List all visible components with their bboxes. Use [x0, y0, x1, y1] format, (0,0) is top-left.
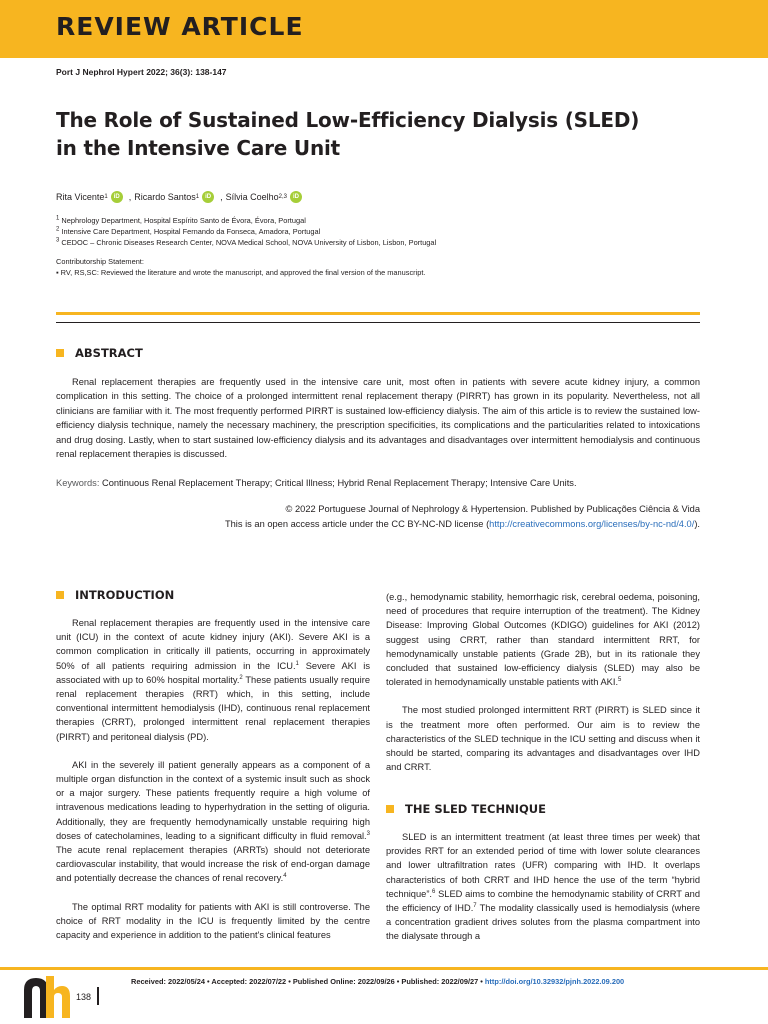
paragraph: Renal replacement therapies are frequently used in the intensive care unit (ICU) in the context of acute kidney injury (AKI). Severe AKI is a common complication in critically ill patients, occurring in approximately 50% of all patients requiring admission in the ICU.$^1$ Severe AKI is associated with up to 60% hospital mortality.$^2$ These patients usually require renal replacement therapies (RRT) which, in this setting, include conventional intermittent hemodialysis (IHD), continuous renal replacement therapies (CRRT), prolonged intermittent renal replacement therapies (PIRRT) and peritoneal dialysis (PD).	[56, 618, 370, 742]
contributorship-title: Contributorship Statement:	[56, 257, 144, 266]
paragraph: The optimal RRT modality for patients with AKI is still controverse. The choice of RRT modality in the ICU is frequently limited by the centre capacity and experience in addition to the patient's clinical features	[56, 901, 370, 941]
author-name: Rita Vicente	[56, 192, 105, 202]
copyright-notice	[60, 502, 700, 531]
journal-citation: Port J Nephrol Hypert 2022; 36(3): 138-147	[56, 67, 227, 77]
right-column-bottom	[386, 830, 700, 958]
page-number-divider	[97, 987, 99, 1005]
orcid-icon[interactable]: iD	[202, 191, 214, 203]
section-divider	[56, 322, 700, 323]
orcid-icon[interactable]: iD	[290, 191, 302, 203]
article-type-label: REVIEW ARTICLE	[56, 12, 304, 41]
keywords-text: Continuous Renal Replacement Therapy; Critical Illness; Hybrid Renal Replacement Therapy; Intensive Care Units.	[99, 478, 577, 488]
square-bullet-icon	[56, 591, 64, 599]
introduction-heading: INTRODUCTION	[56, 588, 174, 602]
journal-logo-icon	[22, 974, 72, 1018]
square-bullet-icon	[56, 349, 64, 357]
doi-link[interactable]: http://doi.org/10.32932/pjnh.2022.09.200	[484, 977, 625, 986]
contributorship-statement	[56, 256, 425, 278]
license-link[interactable]: http://creativecommons.org/licenses/by-nc-nd/4.0/	[489, 518, 695, 529]
copyright-line: © 2022 Portuguese Journal of Nephrology & Hypertension. Published by Publicações Ciência & Vida	[285, 504, 700, 514]
footer-divider	[0, 967, 768, 970]
article-title	[56, 106, 676, 162]
article-type-banner	[0, 0, 768, 58]
contributorship-text: ▪ RV, RS,SC: Reviewed the literature and wrote the manuscript, and approved the final version of the manuscript.	[56, 268, 426, 277]
paragraph: The most studied prolonged intermittent RRT (PIRRT) is SLED since it is the treatment more often performed. Our aim is to review the characteristics of the SLED technique in the ICU setting and discuss when it should be started, comparing its advantages and disadvantages over IHD and CRRT.	[386, 705, 700, 773]
abstract-body	[56, 375, 700, 461]
square-bullet-icon	[386, 805, 394, 813]
abstract-text: Renal replacement therapies are frequently used in the intensive care unit, most often in patients with severe acute kidney injury, a common complication in this setting. The choice of a prolonged intermittent renal replacement therapy (PIRRT) has grown in its popularity. Nevertheless, not all clinicians are familiar with it. The most frequently performed PIRRT is sustained low-efficiency dialysis. The aim of this article is to review the sustained low-efficiency dialysis technique, namely the necessary machinery, the prescription specificities, its complications and the particularities related to intoxications and drug dosing. Lastly, when to start sustained low-efficiency dialysis and its advantages and disadvantages over intermittent hemodialysis and continuous renal replacement therapies is discussed.	[56, 377, 700, 460]
paragraph: (e.g., hemodynamic stability, hemorrhagic risk, cerebral oedema, poisoning, need of procedures that require interruption of the treatment). The Kidney Disease: Improving Global Outcomes (KDIGO) guidelines for AKI (2012) suggest using CRRT, rather than standard intermittent RRT, for hemodynamically unstable patients (Grade 2B), but in its rationale they concluded that sustained low-efficiency dialysis (SLED) may also be tolerated in hemodynamically unstable patients with AKI.$^5$	[386, 592, 700, 688]
publication-dates: Received: 2022/05/24 • Accepted: 2022/07/22 • Published Online: 2022/09/26 • Published: 2022/09/27 • http://doi.org/10.32932/pjnh.2022.09.200	[131, 977, 625, 986]
author-name: Ricardo Santos	[134, 192, 196, 202]
orcid-icon[interactable]: iD	[111, 191, 123, 203]
keywords	[56, 476, 700, 490]
sled-technique-heading: THE SLED TECHNIQUE	[386, 802, 546, 816]
affiliation: $^3$ CEDOC – Chronic Diseases Research Center, NOVA Medical School, NOVA University of Lisbon, Lisbon, Portugal	[56, 237, 437, 247]
author-list: Rita Vicente 1 iD , Ricardo Santos 1 iD , Sílvia Coelho 2,3 iD	[56, 191, 308, 203]
left-column	[56, 616, 370, 956]
author-name: Sílvia Coelho	[225, 192, 279, 202]
affiliation: $^1$ Nephrology Department, Hospital Espírito Santo de Évora, Évora, Portugal	[56, 215, 306, 225]
affiliations	[56, 215, 436, 248]
paragraph: SLED is an intermittent treatment (at least three times per week) that provides RRT for an extended period of time with lower solute clearances and lower ultrafiltration rates (UFR) comparing with IHD. It overlaps characteristics of both CRRT and IHD hence the use of the term “hybrid technique”.$^6$ SLED aims to combine the hemodynamic stability of CRRT and the efficiency of IHD.$^7$ The modality classically used is hemodialysis (where a concentration gradient drives solutes from the plasma compartment into the dialysate through a	[386, 832, 700, 942]
paragraph: AKI in the severely ill patient generally appears as a component of a multiple organ disfunction in the context of a systemic insult such as shock or a major surgery. These patients frequently require a high volume of intravenous medications leading to hyperhydration in the setting of oliguria. Additionally, they are frequently hemodynamically unstable requiring high doses of catecholamines, leading to a significant difficulty in fluid removal.$^3$ The acute renal replacement therapies (ARRTs) should not deteriorate cardiovascular instability, that would increase the risk of end-organ damage and potentially decrease the chances of renal recovery.$^4$	[56, 759, 370, 884]
right-column-top	[386, 590, 700, 788]
article-title-line-2: in the Intensive Care Unit	[56, 136, 341, 160]
affiliation: $^2$ Intensive Care Department, Hospital Fernando da Fonseca, Amadora, Portugal	[56, 226, 321, 236]
page-number: 138	[76, 992, 92, 1002]
license-line: This is an open access article under the CC BY-NC-ND license (http://creativecommons.org/licenses/by-nc-nd/4.0/).	[224, 518, 700, 529]
abstract-heading: ABSTRACT	[56, 346, 143, 360]
section-divider-accent	[56, 312, 700, 315]
keywords-label: Keywords:	[56, 478, 100, 488]
article-title-line-1: The Role of Sustained Low-Efficiency Dialysis (SLED)	[56, 108, 640, 132]
